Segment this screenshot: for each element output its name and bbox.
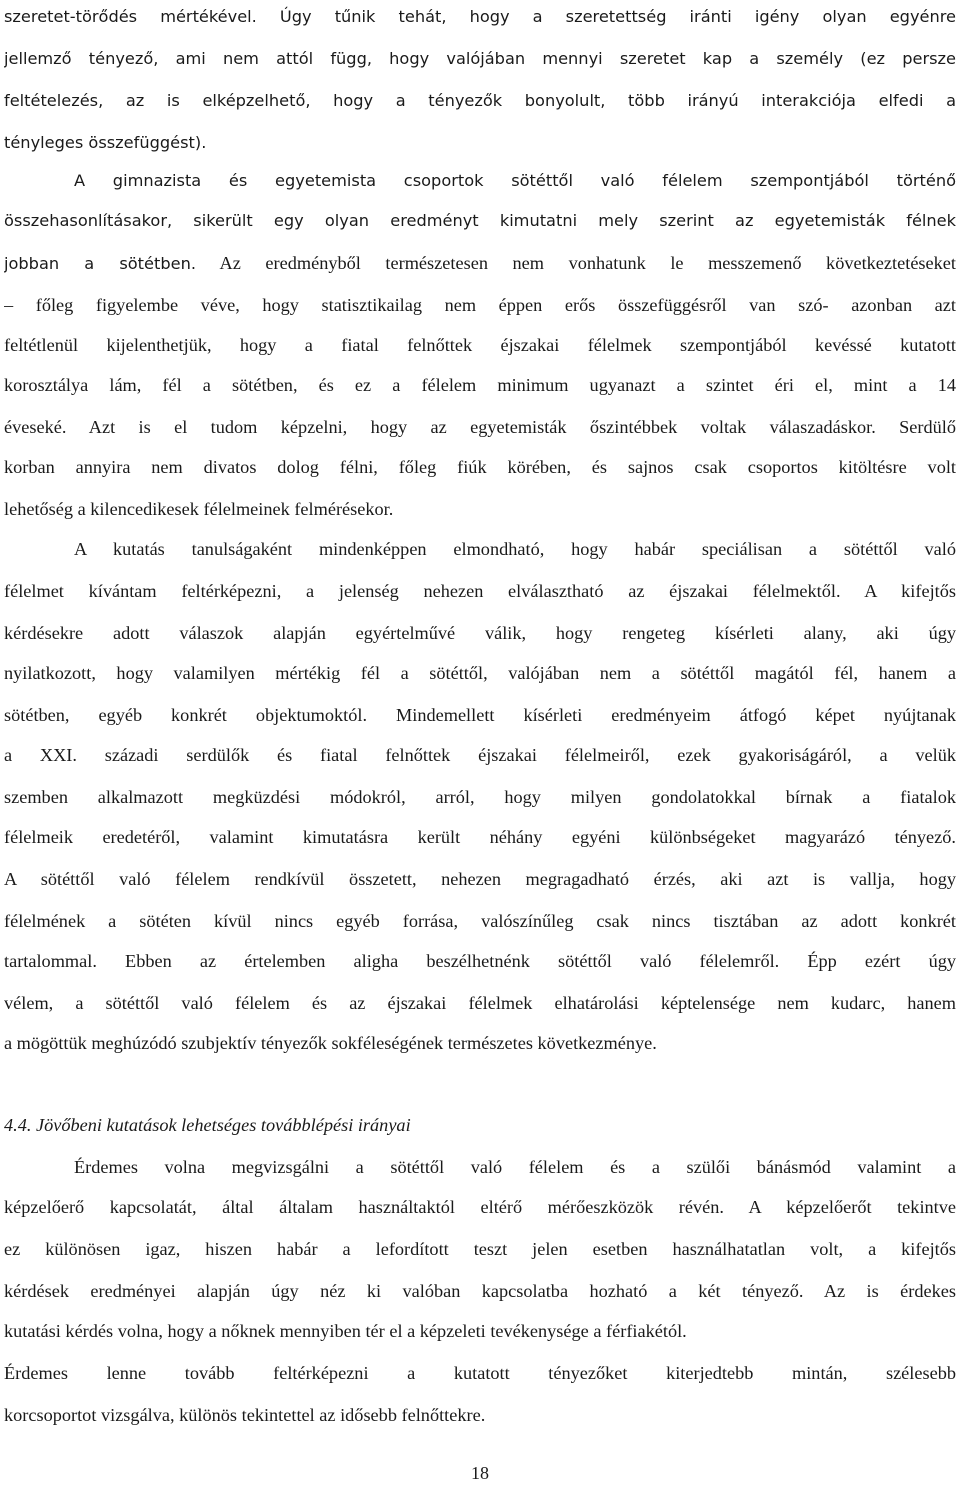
paragraph-line: lehetőség a kilencedikesek félelmeinek felmérésekor. — [4, 499, 394, 519]
paragraph-line: tartalommal. Ebben az értelemben aligha beszélhetnénk sötéttől való félelemről. Épp ezért úgy — [4, 951, 956, 971]
paragraph-line: félelmet kívántam feltérképezni, a jelenség nehezen elválasztható az éjszakai félelmektől. A kifejtős — [4, 581, 956, 601]
paragraph-line: ez különösen igaz, hiszen habár a lefordított teszt jelen esetben használhatatlan volt, a kifejtős — [4, 1239, 956, 1259]
paragraph-line: feltétlenül kijelenthetjük, hogy a fiatal felnőttek éjszakai félelmek szempontjából kevéssé kutatott — [4, 335, 956, 355]
paragraph-line: A gimnazista és egyetemista csoportok sötéttől való félelem szempontjából történő — [74, 171, 956, 190]
paragraph-line: sötétben, egyéb konkrét objektumoktól. Mindemellett kísérleti eredményeim átfogó képet nyújtanak — [4, 705, 956, 725]
paragraph-line: kérdések eredményei alapján úgy néz ki valóban kapcsolatba hozható a két tényező. Az is érdekes — [4, 1281, 956, 1301]
paragraph-line: éveseké. Azt is el tudom képzelni, hogy az egyetemisták őszintébbek voltak válaszadáskor. Serdülő — [4, 417, 956, 437]
paragraph-line: félelmének a sötéten kívül nincs egyéb forrása, valószínűleg csak nincs tisztában az adott konkrét — [4, 911, 956, 931]
paragraph-line: szemben alkalmazott megküzdési módokról, arról, hogy milyen gondolatokkal bírnak a fiatalok — [4, 787, 956, 807]
paragraph-line: korosztálya lám, fél a sötétben, és ez a félelem minimum ugyanazt a szintet éri el, mint a 14 — [4, 375, 956, 395]
paragraph-line: Érdemes volna megvizsgálni a sötéttől való félelem és a szülői bánásmód valamint a — [74, 1157, 956, 1177]
paragraph-line: kutatási kérdés volna, hogy a nőknek mennyiben tér el a képzeleti tevékenysége a férfiakétól. — [4, 1321, 687, 1341]
paragraph-line: jellemző tényező, ami nem attól függ, hogy valójában mennyi szeretet kap a személy (ez persze — [4, 49, 956, 68]
paragraph-line: félelmeik eredetéről, valamint kimutatásra került néhány egyéni különbségeket magyarázó tényező. — [4, 827, 956, 847]
paragraph-fragment: jobban a sötétben. — [4, 254, 196, 273]
paragraph-line: korban annyira nem divatos dolog félni, főleg fiúk körében, és sajnos csak csoportos kitöltésre volt — [4, 457, 956, 477]
paragraph-line: A sötéttől való félelem rendkívül összetett, nehezen megragadható érzés, aki azt is vallja, hogy — [4, 869, 956, 889]
paragraph-line: kérdésekre adott válaszok alapján egyértelművé válik, hogy rengeteg kísérleti alany, aki úgy — [4, 623, 956, 643]
paragraph-line: – főleg figyelembe véve, hogy statisztikailag nem éppen erős összefüggésről van szó- azonban azt — [4, 295, 956, 315]
paragraph-line — [4, 248, 956, 278]
paragraph-line: a mögöttük meghúzódó szubjektív tényezők sokféleségének természetes következménye. — [4, 1033, 657, 1053]
paragraph-line: összehasonlításakor, sikerült egy olyan eredményt kimutatni mely szerint az egyetemisták félnek — [4, 211, 956, 230]
paragraph-line: szeretet-törődés mértékével. Úgy tűnik tehát, hogy a szeretettség iránti igény olyan egyénre — [4, 7, 956, 26]
paragraph-line: a XXI. századi serdülők és fiatal felnőttek éjszakai félelmeiről, ezek gyakoriságáról, a velük — [4, 745, 956, 765]
paragraph-line: feltételezés, az is elképzelhető, hogy a tényezők bonyolult, több irányú interakciója elfedi a — [4, 91, 956, 110]
paragraph-line: A kutatás tanulságaként mindenképpen elmondható, hogy habár speciálisan a sötéttől való — [74, 539, 956, 559]
paragraph-line: korcsoportot vizsgálva, különös tekintettel az idősebb felnőttekre. — [4, 1405, 486, 1425]
section-heading: 4.4. Jövőbeni kutatások lehetséges továbblépési irányai — [4, 1115, 411, 1135]
paragraph-line: képzelőerő kapcsolatát, által általam használtaktól eltérő mérőeszközök révén. A képzelőerőt tekintve — [4, 1197, 956, 1217]
paragraph-line: vélem, a sötéttől való félelem és az éjszakai félelmek elhatárolási képtelensége nem kudarc, hanem — [4, 993, 956, 1013]
page-number: 18 — [471, 1463, 489, 1483]
paragraph-line: nyilatkozott, hogy valamilyen mértékig fél a sötéttől, valójában nem a sötéttől magától fél, hanem a — [4, 663, 956, 683]
paragraph-line: tényleges összefüggést). — [4, 133, 207, 152]
paragraph-line: Érdemes lenne tovább feltérképezni a kutatott tényezőket kiterjedtebb mintán, szélesebb — [4, 1363, 956, 1383]
paragraph-fragment: Az eredményből természetesen nem vonhatunk le messzemenő következtetéseket — [195, 253, 956, 273]
